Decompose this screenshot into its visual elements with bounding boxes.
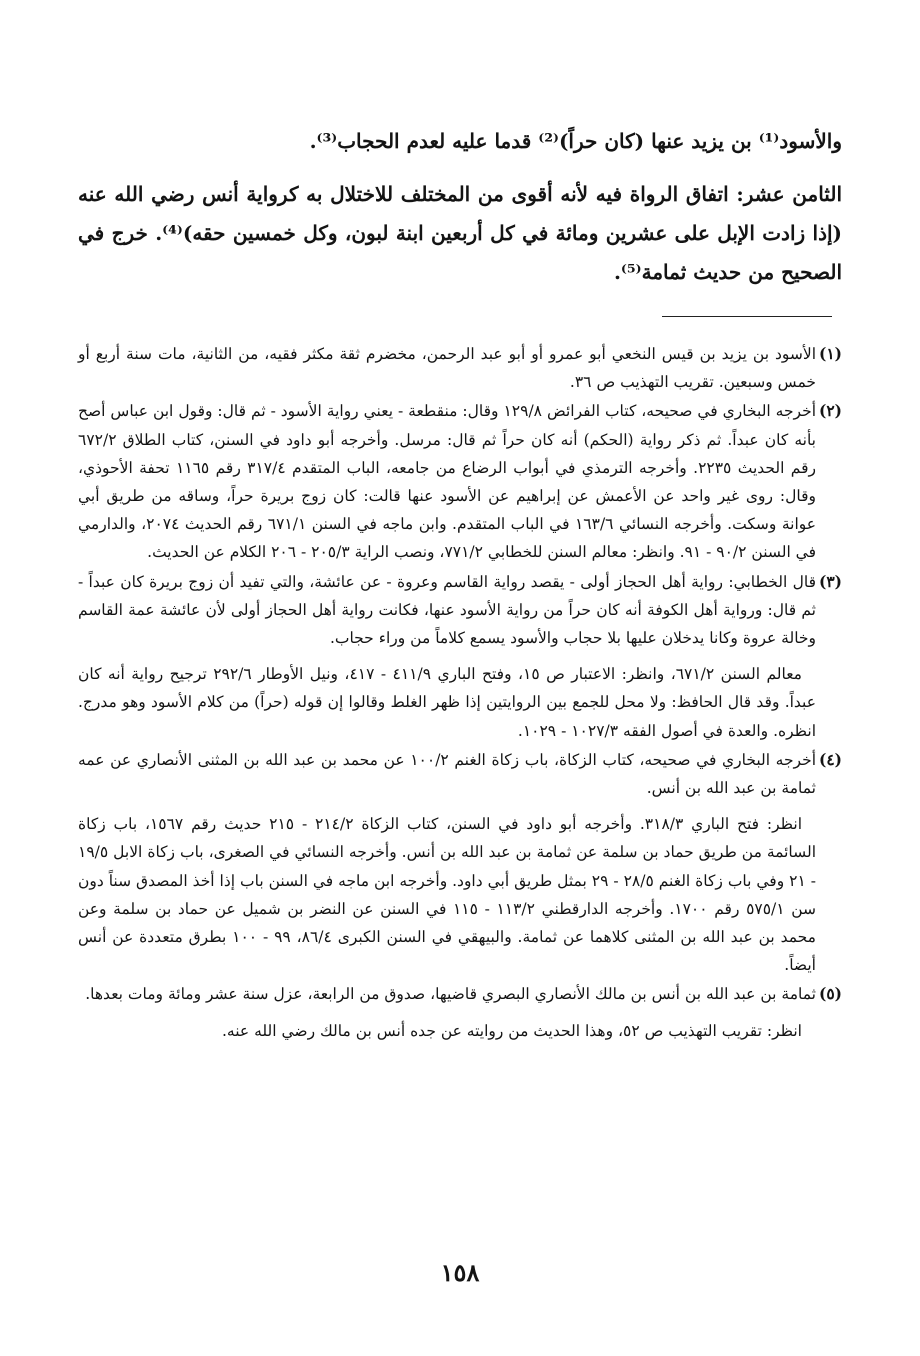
main-text: [78, 122, 842, 294]
paragraph-lead: الثامن عشر:: [736, 182, 842, 206]
footnote-text: أخرجه البخاري في صحيحه، كتاب الزكاة، باب زكاة الغنم ١٠٠/٢ عن محمد بن عبد الله بن المثنى الأنصاري عن عمه ثمامة بن عبد الله بن أنس.: [78, 750, 816, 798]
footnote-text: أخرجه البخاري في صحيحه، كتاب الفرائض ١٢٩/٨ وقال: منقطعة - يعني رواية الأسود - ثم قال: وقول ابن عباس أصح بأنه كان عبداً. ثم ذكر رواية (الحكم) أنه كان حراً ثم قال: مرسل. وأخرجه أبو داود في السنن، كتاب الطلاق ٦٧٢/٢ رقم الحديث ٢٢٣٥. وأخرجه الترمذي في أبواب الرضاع من جامعه، الباب المتقدم ٣١٧/٤ رقم ١١٦٥ تحفة الأحوذي، وقال: روى غير واحد عن الأعمش عن إبراهيم عن الأسود عنها قالت: كان زوج بريرة حراً، وساقه من طريق أبي عوانة وسكت. وأخرجه النسائي ١٦٣/٦ في الباب المتقدم. وابن ماجه في السنن ٦٧١/١ رقم الحديث ٢٠٧٤، والدارمي في السنن ٩٠/٢ - ٩١. وانظر: معالم السنن للخطابي ٧٧١/٢، ونصب الراية ٢٠٥/٣ - ٢٠٦ الكلام عن الحديث.: [78, 402, 817, 562]
footnote-number: (٢): [818, 401, 842, 421]
main-line-1: والأسود⁽¹⁾ بن يزيد عنها (كان حراً)⁽²⁾ قدما عليه لعدم الحجاب⁽³⁾.: [309, 129, 842, 153]
footnote-4: [78, 746, 842, 980]
footnote-text: الأسود بن يزيد بن قيس النخعي أبو عمرو أو أبو عبد الرحمن، مخضرم ثقة مكثر فقيه، من الثانية، مات سنة أربع أو خمس وسبعين. تقريب التهذيب ص ٣٦.: [78, 345, 816, 392]
page-number: ١٥٨: [440, 1258, 480, 1287]
footnote-text: انظر: فتح الباري ٣١٨/٣. وأخرجه أبو داود في السنن، كتاب الزكاة ٢١٤/٢ - ٢١٥ حديث رقم ١٥٦٧، باب زكاة السائمة من طريق حماد بن سلمة عن ثمامة بن عبد الله بن أنس. وأخرجه النسائي في الصغرى، باب زكاة الابل ١٩/٥ - ٢١ وفي باب زكاة الغنم ٢٨/٥ - ٢٩ بمثل طريق أبي داود. وأخرجه ابن ماجه في السنن باب إذا أخذ المصدق سناً دون سن ٥٧٥/١ رقم ١٧٠٠. وأخرجه الدارقطني ١١٣/٢ - ١١٥ في السنن عن النضر بن شميل عن حماد بن سلمة وعن محمد بن عبد الله بن المثنى كلاهما عن ثمامة. والبيهقي في السنن الكبرى ٨٦/٤، ٩٩ - ١٠٠ بطرق متعددة عن أنس أيضاً.: [78, 815, 817, 975]
main-paragraph-2: [78, 175, 842, 292]
footnote-body: [78, 340, 816, 396]
footnote-body: [78, 746, 816, 980]
footnote-text: قال الخطابي: رواية أهل الحجاز أولى - يقصد رواية القاسم وعروة - عن عائشة، والتي تفيد أن زوج بريرة كان عبداً - ثم قال: ورواية أهل الكوفة أنه كان حراً من رواية الأسود عنها، فكانت رواية أهل الحجاز أولى لأن عائشة عمة القاسم وخالة عروة وكانا يدخلان عليها بلا حجاب والأسود يسمع كلاماً من وراء حجاب.: [78, 572, 816, 648]
footnote-text: انظر: تقريب التهذيب ص ٥٢، وهذا الحديث من روايته عن جده أنس بن مالك رضي الله عنه.: [222, 1021, 802, 1040]
footnote-number: (٣): [818, 571, 842, 591]
footnote-number: (٥): [818, 984, 842, 1004]
footnote-5: [78, 980, 842, 1044]
footnote-2: [78, 397, 842, 566]
footnote-number: (١): [818, 344, 842, 363]
footnote-separator: [662, 316, 832, 317]
footnote-3: [78, 568, 842, 745]
footnote-text: معالم السنن ٦٧١/٢، وانظر: الاعتبار ص ١٥، وفتح الباري ٤١١/٩ - ٤١٧، ونيل الأوطار ٢٩٢/٦ ترجيح رواية أنه كان عبداً. وقد قال الحافظ: ولا محل للجمع بين الروايتين إذا ظهر الغلط وقالوا إن قوله (حراً) من كلام الأسود وهو مدرج. انظره. والعدة في أصول الفقه ١٠٢٧/٣ - ١٠٢٩.: [78, 665, 816, 740]
footnote-body: [78, 397, 816, 566]
footnotes: [78, 340, 842, 1046]
footnote-body: [78, 568, 816, 745]
footnote-text: ثمامة بن عبد الله بن أنس بن مالك الأنصاري البصري قاضيها، صدوق من الرابعة، عزل سنة عشر ومائة ومات بعدها.: [85, 985, 816, 1004]
footnote-1: [78, 340, 842, 396]
footnote-number: (٤): [818, 749, 842, 769]
paragraph-body: اتفاق الرواة فيه لأنه أقوى من المختلف للاختلال به كرواية أنس رضي الله عنه (إذا زادت الإبل على عشرين ومائة في كل أربعين ابنة لبون، وكل خمسين حقه)⁽⁴⁾. خرج في الصحيح من حديث ثمامة⁽⁵⁾.: [78, 182, 842, 284]
footnote-body: [78, 980, 816, 1044]
